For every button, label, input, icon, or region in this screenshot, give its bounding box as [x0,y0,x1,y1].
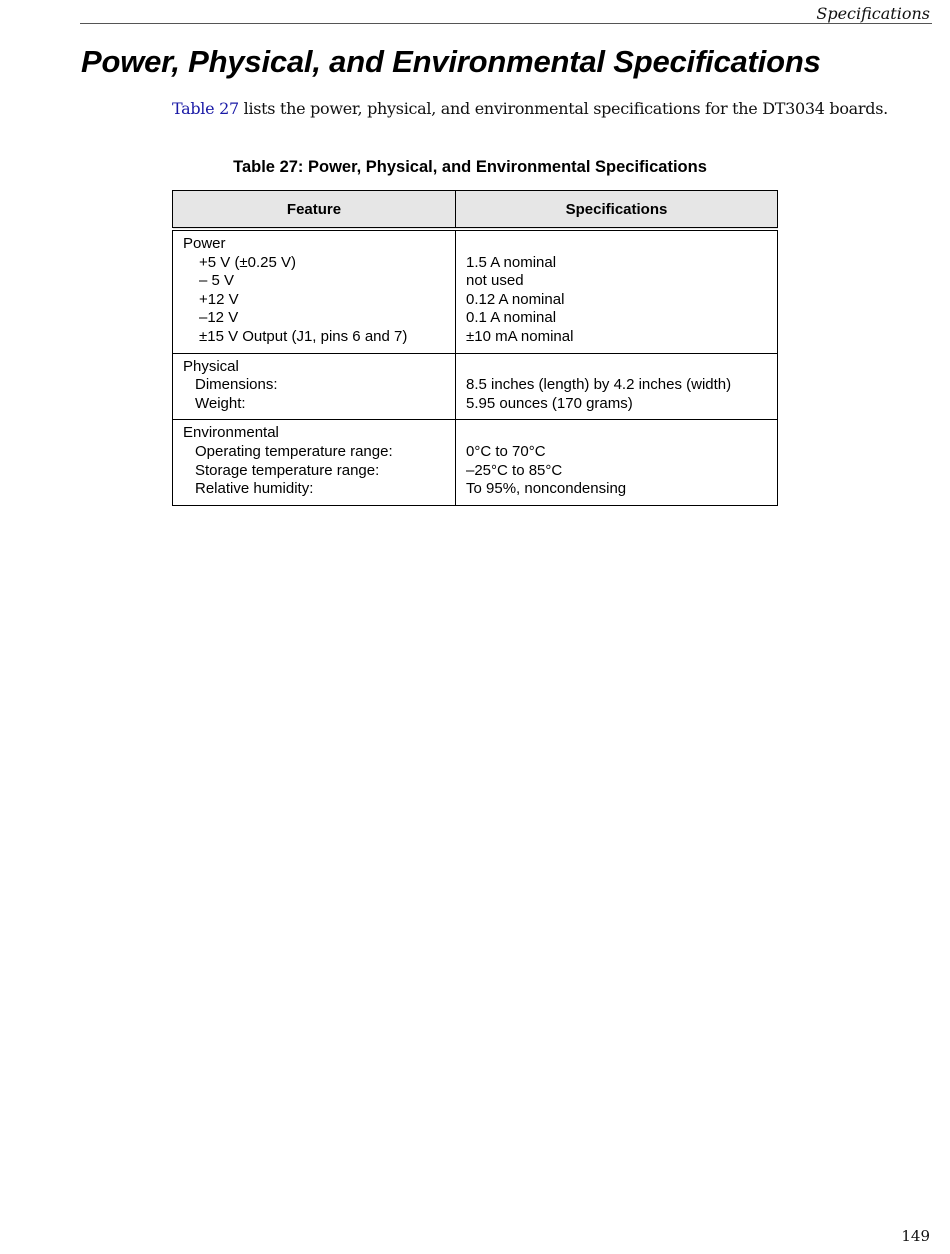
table-row-environmental [173,420,778,505]
spec-item: 1.5 A nominal [466,253,557,271]
intro-text: lists the power, physical, and environmental specifications for the DT3034 boards. [238,99,888,118]
spec-cell-power [456,229,778,353]
feature-item: +12 V [199,290,239,308]
running-header: Specifications [816,4,930,23]
table-header-row [173,191,778,230]
column-header-feature: Feature [173,191,456,230]
page-title: Power, Physical, and Environmental Specifications [81,44,821,79]
feature-item: ±15 V Output (J1, pins 6 and 7) [199,327,408,345]
header-rule [80,23,932,24]
feature-cell-physical [173,353,456,420]
spec-item: not used [466,272,524,290]
group-label-power: Power [183,235,226,252]
table-row-physical [173,353,778,420]
intro-paragraph [172,99,888,118]
feature-item: Relative humidity: [195,480,314,498]
spec-cell-environmental [456,420,778,505]
spec-item: ±10 mA nominal [466,327,574,345]
feature-item: –12 V [199,309,239,327]
table-caption: Table 27: Power, Physical, and Environmental Specifications [233,158,707,176]
spec-item: 8.5 inches (length) by 4.2 inches (width) [466,376,732,394]
spec-item: 0°C to 70°C [466,442,546,460]
group-label-environmental: Environmental [183,424,279,442]
feature-item: +5 V (±0.25 V) [199,253,297,271]
table-27-link[interactable]: Table 27 [172,99,239,118]
feature-item: Operating temperature range: [195,442,393,460]
spec-item: 0.1 A nominal [466,309,557,327]
column-header-specifications: Specifications [456,191,778,230]
feature-cell-power [173,229,456,353]
feature-item: Weight: [195,394,246,412]
page-number: 149 [901,1227,930,1245]
spec-item: To 95%, noncondensing [466,480,627,498]
specifications-table [172,190,778,506]
feature-item: Dimensions: [195,376,278,394]
table-row-power [173,229,778,353]
spec-item: 5.95 ounces (170 grams) [466,394,633,412]
feature-item: Storage temperature range: [195,461,380,479]
spec-item: 0.12 A nominal [466,290,565,308]
group-label-physical: Physical [183,357,239,375]
feature-item: – 5 V [199,272,235,290]
feature-cell-environmental [173,420,456,505]
spec-item: –25°C to 85°C [466,461,563,479]
spec-cell-physical [456,353,778,420]
